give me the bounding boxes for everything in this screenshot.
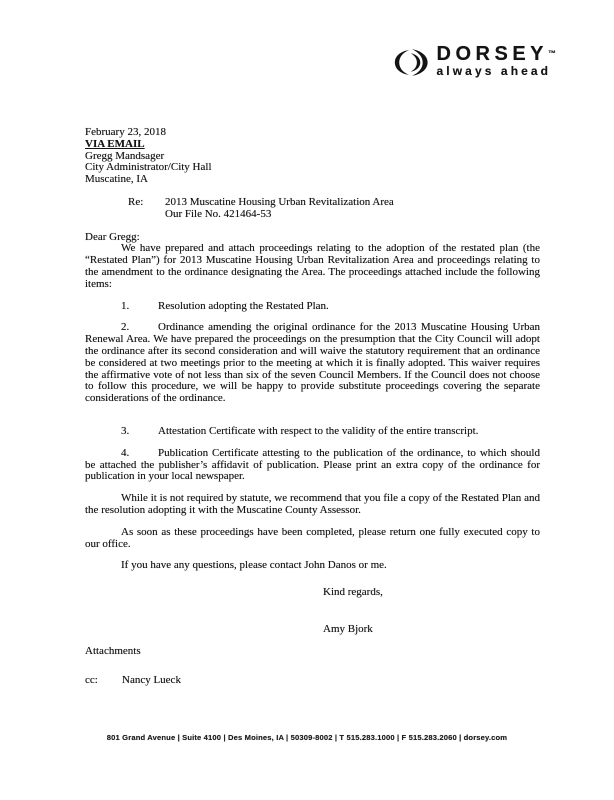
item-number: 1.: [121, 299, 130, 312]
re-file-number: Our File No. 421464-53: [165, 207, 272, 220]
dorsey-eye-logo-icon: [392, 47, 430, 78]
cc-block: [85, 675, 540, 687]
brand-tagline: always ahead: [436, 64, 552, 78]
recipient-name: Gregg Mandsager: [85, 149, 165, 162]
item-text: Resolution adopting the Restated Plan.: [158, 299, 329, 312]
re-lines: [165, 197, 394, 221]
letterhead-footer: 801 Grand Avenue | Suite 4100 | Des Moines, IA | 50309-8002 | T 515.283.1000 | F 515.283.2060 | dorsey.com: [106, 733, 508, 742]
list-item-4: [85, 448, 540, 483]
dorsey-logo-text: [437, 45, 556, 78]
delivery-method: VIA EMAIL: [85, 137, 145, 150]
list-item-2: [85, 322, 540, 405]
item-text: Attestation Certificate with respect to the validity of the entire transcript.: [158, 424, 479, 437]
item-number: 4.: [121, 446, 130, 459]
paragraph-return-copy: As soon as these proceedings have been completed, please return one fully executed copy to our office.: [85, 525, 540, 550]
intro-paragraph: We have prepared and attach proceedings relating to the adoption of the restated plan (the “Restated Plan”) for 2013 Muscatine Housing Urban Revitalization Area and proceedings relating to the amendment to the ordinance designating the Area. The proceedings attached include the following items:: [85, 242, 540, 290]
cc-name: Nancy Lueck: [122, 673, 181, 686]
attachments-note: Attachments: [85, 644, 141, 657]
list-item-3: [85, 426, 540, 438]
letter-body: [85, 127, 540, 686]
re-block: [128, 197, 540, 221]
brand-name: [437, 45, 556, 63]
item-number: 2.: [121, 321, 130, 334]
paragraph-questions: If you have any questions, please contact John Danos or me.: [121, 559, 387, 572]
dorsey-logo: [392, 45, 556, 78]
trademark-symbol: ™: [548, 49, 556, 58]
item-number: 3.: [121, 424, 130, 437]
recipient-title: City Administrator/City Hall: [85, 161, 212, 174]
letter-date: February 23, 2018: [85, 126, 166, 138]
salutation: Dear Gregg:: [85, 230, 140, 243]
item-text: Publication Certificate attesting to the publication of the ordinance, to which should be attached the publisher’s affidavit of publication. Please print an extra copy of the ordinance for publication in your local newspaper.: [85, 446, 540, 483]
re-label: Re:: [128, 195, 144, 208]
brand-name-text: DORSEY: [436, 43, 548, 65]
item-text: Ordinance amending the original ordinance for the 2013 Muscatine Housing Urban Renewal Area. We have prepared the proceedings on the presumption that the City Council will adopt the ordinance after its second consideration and will waive the statutory requirement that an ordinance be considered at two meetings prior to the meeting at which it is finally adopted. This waiver requires the affirmative vote of not less than six of the seven Council Members. If the Council does not choose to follow this procedure, we will be happy to provide substitute proceedings covering the separate considerations of the ordinance.: [85, 321, 540, 405]
cc-label: cc:: [85, 673, 98, 686]
re-subject: 2013 Muscatine Housing Urban Revitalization Area: [165, 195, 394, 208]
recipient-city: Muscatine, IA: [85, 173, 148, 186]
paragraph-assessor: While it is not required by statute, we recommend that you file a copy of the Restated Plan and the resolution adopting it with the Muscatine County Assessor.: [85, 492, 540, 516]
list-item-1: [85, 301, 540, 313]
recipient-block: [85, 139, 540, 186]
valediction: Kind regards,: [323, 586, 383, 599]
signature-name: Amy Bjork: [323, 622, 373, 635]
